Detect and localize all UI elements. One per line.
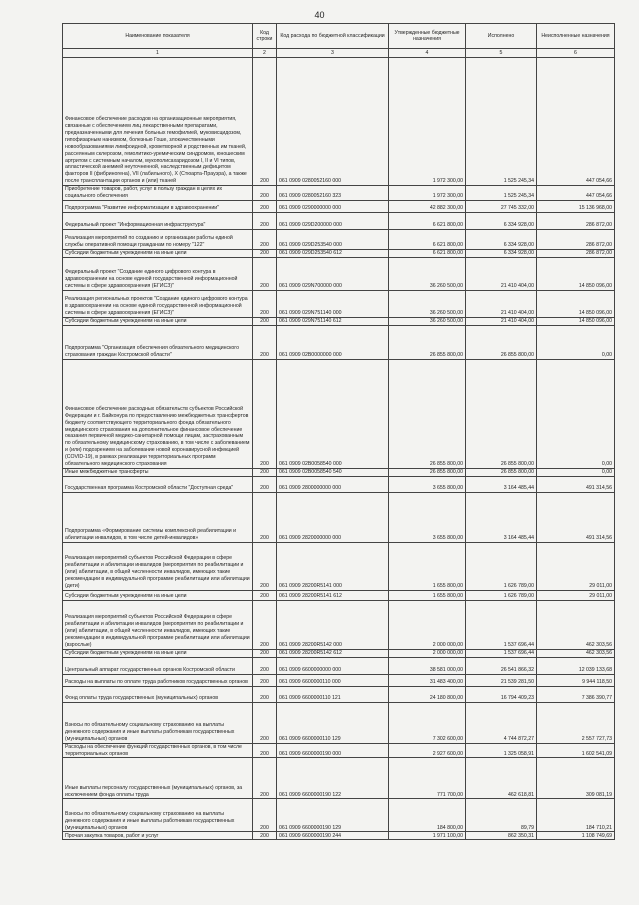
cell-unexec: 447 054,66 [537,58,615,186]
column-number: 2 [253,49,277,58]
cell-code: 061 0909 28200R5142 000 [277,600,389,649]
cell-name: Финансовое обеспечение расходов на организационные мероприятия, связанные с обеспечением лиц лекарственными препаратами, предназначенными для лечения больных гемофилией, муковисцидозом, гипофизарным нанизмом, болезнью Гоше, злокачественными новообразованиями лимфоидной, кроветворной и родственных им тканей, рассеянным склерозом, гемолитико-уремическим синдромом, юношеским артритом с системным началом, мукополисахаридозом I, II и VI типов, апластической анемией неуточненной, наследственным дефицитом факторов II (фибриногена), VII (лабильного), X (Стюарта-Прауэра), а также после трансплантации органов и (или) тканей [63,58,253,186]
cell-line: 200 [253,58,277,186]
cell-unexec: 0,00 [537,468,615,476]
cell-name: Взносы по обязательному социальному страхованию на выплаты денежного содержания и иные выплаты работникам государственных (муниципальных) органов [63,799,253,832]
cell-code: 061 0909 6600000190 000 [277,743,389,758]
cell-approved: 26 855 800,00 [389,325,466,359]
cell-line: 200 [253,317,277,325]
cell-approved: 1 971 100,00 [389,832,466,840]
cell-name: Иные выплаты персоналу государственных (муниципальных) органов, за исключением фонда оплаты труда [63,758,253,799]
cell-approved: 7 302 600,00 [389,702,466,743]
cell-name: Расходы на обеспечение функций государственных органов, в том числе территориальных органов [63,743,253,758]
cell-line: 200 [253,492,277,542]
cell-approved: 36 260 500,00 [389,317,466,325]
cell-name: Субсидии бюджетным учреждениям на иные цели [63,249,253,257]
cell-name: Фонд оплаты труда государственных (муниципальных) органов [63,686,253,702]
cell-name: Подпрограмма «Формирование системы комплексной реабилитации и абилитации инвалидов, в том числе детей-инвалидов» [63,492,253,542]
cell-approved: 1 972 300,00 [389,186,466,201]
cell-name: Иные межбюджетные трансферты [63,468,253,476]
cell-unexec: 286 872,00 [537,229,615,249]
cell-exec: 1 537 696,44 [466,649,537,657]
column-number: 3 [277,49,389,58]
cell-approved: 26 855 800,00 [389,468,466,476]
cell-exec: 27 745 332,00 [466,200,537,212]
cell-code: 061 0909 029N751140 000 [277,290,389,317]
cell-unexec: 9 944 118,50 [537,674,615,686]
cell-unexec: 14 850 096,00 [537,257,615,290]
cell-name: Реализация региональных проектов "Создание единого цифрового контура в здравоохранении на основе единой государственной информационной системы в сфере здравоохранения (ЕГИСЗ)" [63,290,253,317]
cell-name: Государственная программа Костромской области "Доступная среда" [63,476,253,492]
cell-approved: 24 180 800,00 [389,686,466,702]
cell-code: 061 0909 6600000000 000 [277,657,389,674]
cell-unexec: 29 011,00 [537,542,615,590]
table-row [63,249,615,257]
cell-exec: 1 325 058,91 [466,743,537,758]
cell-name: Центральный аппарат государственных органов Костромской области [63,657,253,674]
table-row [63,832,615,840]
table-row [63,657,615,674]
cell-name: Реализация мероприятий субъектов Российской Федерации в сфере реабилитации и абилитации инвалидов (мероприятия по реабилитации и (или) абилитации, в общей численности инвалидов, имеющих такие рекомендации в индивидуальной программе реабилитации или абилитации (дети) [63,542,253,590]
table-row [63,799,615,832]
cell-unexec: 286 872,00 [537,212,615,229]
table-row [63,476,615,492]
cell-approved: 184 800,00 [389,799,466,832]
table-row [63,702,615,743]
table-row [63,317,615,325]
cell-exec: 21 539 281,50 [466,674,537,686]
cell-unexec: 14 850 096,00 [537,290,615,317]
table-row [63,674,615,686]
header-line-code: Код строки [253,24,277,49]
table-row [63,649,615,657]
cell-unexec: 14 850 096,00 [537,317,615,325]
cell-exec: 462 618,81 [466,758,537,799]
cell-code: 061 0909 029D253540 612 [277,249,389,257]
cell-exec: 6 334 928,00 [466,249,537,257]
cell-code: 061 0909 28200R5142 612 [277,649,389,657]
cell-approved: 3 655 800,00 [389,492,466,542]
cell-line: 200 [253,832,277,840]
cell-exec: 26 855 800,00 [466,325,537,359]
cell-code: 061 0909 6600000190 129 [277,799,389,832]
cell-exec: 4 744 872,27 [466,702,537,743]
cell-approved: 31 483 400,00 [389,674,466,686]
cell-line: 200 [253,799,277,832]
cell-code: 061 0909 029D200000 000 [277,212,389,229]
cell-code: 061 0909 02B0058540 000 [277,359,389,468]
cell-code: 061 0909 0290000000 000 [277,200,389,212]
table-row [63,492,615,542]
budget-execution-table [62,23,615,840]
cell-line: 200 [253,186,277,201]
cell-code: 061 0909 0280052160 323 [277,186,389,201]
cell-exec: 89,79 [466,799,537,832]
table-row [63,290,615,317]
cell-name: Субсидии бюджетным учреждениям на иные цели [63,590,253,600]
cell-code: 061 0909 029N751140 612 [277,317,389,325]
cell-exec: 1 537 696,44 [466,600,537,649]
header-name: Наименование показателя [63,24,253,49]
cell-code: 061 0909 029D253540 000 [277,229,389,249]
cell-code: 061 0909 28200R5141 612 [277,590,389,600]
table-row [63,542,615,590]
table-row [63,359,615,468]
cell-code: 061 0909 0280052160 000 [277,58,389,186]
cell-name: Взносы по обязательному социальному страхованию на выплаты денежного содержания и иные выплаты работникам государственных (муниципальных) органов [63,702,253,743]
cell-unexec: 0,00 [537,359,615,468]
cell-exec: 26 855 800,00 [466,359,537,468]
cell-unexec: 15 136 968,00 [537,200,615,212]
cell-unexec: 2 557 727,73 [537,702,615,743]
table-row [63,257,615,290]
cell-exec: 1 525 245,34 [466,186,537,201]
cell-unexec: 1 602 541,09 [537,743,615,758]
cell-line: 200 [253,229,277,249]
cell-exec: 16 794 409,23 [466,686,537,702]
cell-name: Приобретение товаров, работ, услуг в пользу граждан в целях их социального обеспечения [63,186,253,201]
cell-name: Реализация мероприятий субъектов Российской Федерации в сфере реабилитации и абилитации инвалидов (мероприятия по реабилитации и (или) абилитации, в общей численности инвалидов, имеющих такие рекомендации в индивидуальной программе реабилитации или абилитации (взрослые) [63,600,253,649]
cell-approved: 1 655 800,00 [389,542,466,590]
header-unexecuted: Неисполненные назначения [537,24,615,49]
cell-line: 200 [253,257,277,290]
table-row [63,212,615,229]
cell-name: Реализация мероприятий по созданию и организации работы единой службы оперативной помощи гражданам по номеру "122" [63,229,253,249]
cell-unexec: 1 108 749,69 [537,832,615,840]
table-row [63,200,615,212]
cell-exec: 3 164 485,44 [466,492,537,542]
cell-code: 061 0909 6600000110 129 [277,702,389,743]
cell-line: 200 [253,702,277,743]
cell-exec: 21 410 404,00 [466,290,537,317]
cell-line: 200 [253,686,277,702]
cell-line: 200 [253,468,277,476]
table-row [63,58,615,186]
cell-name: Субсидии бюджетным учреждениям на иные цели [63,317,253,325]
cell-exec: 1 525 245,34 [466,58,537,186]
cell-unexec: 29 011,00 [537,590,615,600]
table-row [63,686,615,702]
cell-approved: 1 972 300,00 [389,58,466,186]
table-row [63,325,615,359]
table-header-row [63,24,615,49]
cell-line: 200 [253,290,277,317]
cell-line: 200 [253,743,277,758]
cell-line: 200 [253,758,277,799]
cell-code: 061 0909 6600000190 122 [277,758,389,799]
cell-unexec: 462 303,56 [537,600,615,649]
cell-line: 200 [253,200,277,212]
table-row [63,758,615,799]
table-row [63,600,615,649]
cell-name: Прочая закупка товаров, работ и услуг [63,832,253,840]
cell-line: 200 [253,476,277,492]
cell-exec: 21 410 404,00 [466,257,537,290]
cell-unexec: 0,00 [537,325,615,359]
cell-name: Расходы на выплаты по оплате труда работников государственных органов [63,674,253,686]
cell-approved: 38 581 000,00 [389,657,466,674]
cell-line: 200 [253,249,277,257]
cell-line: 200 [253,212,277,229]
cell-unexec: 447 054,66 [537,186,615,201]
cell-unexec: 184 710,21 [537,799,615,832]
table-row [63,590,615,600]
cell-exec: 6 334 928,00 [466,212,537,229]
cell-code: 061 0909 6600000190 244 [277,832,389,840]
cell-unexec: 462 303,56 [537,649,615,657]
header-classification-code: Код расхода по бюджетной классификации [277,24,389,49]
column-number: 5 [466,49,537,58]
cell-name: Финансовое обеспечение расходных обязательств субъектов Российской Федерации и г. Байконура по предоставлению межбюджетных трансфертов бюджету соответствующего территориального фонда обязательного медицинского страхования на дополнительное финансовое обеспечение оказания первичной медико-санитарной помощи лицам, застрахованным по обязательному медицинскому страхованию, в том числе с заболеванием и (или) подозрением на заболевание новой коронавирусной инфекцией (COVID-19), в рамках реализации территориальных программ обязательного медицинского страхования [63,359,253,468]
cell-code: 061 0909 029N700000 000 [277,257,389,290]
cell-line: 200 [253,325,277,359]
cell-name: Подпрограмма "Развитие информатизации в здравоохранении" [63,200,253,212]
cell-unexec: 286 872,00 [537,249,615,257]
cell-exec: 3 164 485,44 [466,476,537,492]
cell-approved: 42 882 300,00 [389,200,466,212]
cell-line: 200 [253,590,277,600]
cell-unexec: 491 314,56 [537,476,615,492]
cell-line: 200 [253,542,277,590]
cell-approved: 771 700,00 [389,758,466,799]
cell-unexec: 309 081,19 [537,758,615,799]
header-executed: Исполнено [466,24,537,49]
cell-exec: 26 541 866,32 [466,657,537,674]
cell-approved: 26 855 800,00 [389,359,466,468]
cell-code: 061 0909 2820000000 000 [277,492,389,542]
cell-name: Подпрограмма "Организация обеспечения обязательного медицинского страхования граждан Костромской области" [63,325,253,359]
table-row [63,186,615,201]
cell-exec: 6 334 928,00 [466,229,537,249]
cell-name: Федеральный проект "Информационная инфраструктура" [63,212,253,229]
cell-code: 061 0909 2800000000 000 [277,476,389,492]
cell-exec: 1 626 789,00 [466,590,537,600]
cell-line: 200 [253,674,277,686]
cell-exec: 21 410 404,00 [466,317,537,325]
cell-name: Федеральный проект "Создание единого цифрового контура в здравоохранении на основе единой государственной информационной системы в сфере здравоохранения (ЕГИСЗ)" [63,257,253,290]
cell-line: 200 [253,359,277,468]
cell-code: 061 0909 02B0058540 540 [277,468,389,476]
column-number-row [63,49,615,58]
cell-exec: 1 626 789,00 [466,542,537,590]
cell-unexec: 491 314,56 [537,492,615,542]
column-number: 4 [389,49,466,58]
cell-exec: 862 350,31 [466,832,537,840]
table-row [63,229,615,249]
table-row [63,468,615,476]
cell-approved: 2 927 600,00 [389,743,466,758]
column-number: 1 [63,49,253,58]
cell-line: 200 [253,657,277,674]
cell-code: 061 0909 6600000110 121 [277,686,389,702]
cell-approved: 2 000 000,00 [389,600,466,649]
cell-approved: 3 655 800,00 [389,476,466,492]
cell-approved: 1 655 800,00 [389,590,466,600]
cell-approved: 6 621 800,00 [389,212,466,229]
cell-approved: 36 260 500,00 [389,290,466,317]
cell-code: 061 0909 28200R5141 000 [277,542,389,590]
cell-code: 061 0909 6600000110 000 [277,674,389,686]
cell-unexec: 12 039 133,68 [537,657,615,674]
cell-approved: 36 260 500,00 [389,257,466,290]
cell-approved: 6 621 800,00 [389,249,466,257]
header-approved: Утвержденные бюджетные назначения [389,24,466,49]
page-number: 40 [314,10,325,20]
cell-unexec: 7 386 390,77 [537,686,615,702]
cell-code: 061 0909 02B0000000 000 [277,325,389,359]
cell-approved: 6 621 800,00 [389,229,466,249]
cell-name: Субсидии бюджетным учреждениям на иные цели [63,649,253,657]
cell-line: 200 [253,600,277,649]
cell-approved: 2 000 000,00 [389,649,466,657]
column-number: 6 [537,49,615,58]
cell-exec: 26 855 800,00 [466,468,537,476]
cell-line: 200 [253,649,277,657]
table-row [63,743,615,758]
